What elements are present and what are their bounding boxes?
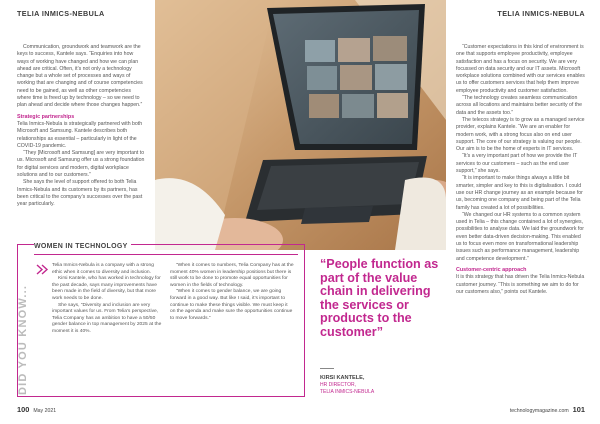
photo-illustration <box>155 0 446 250</box>
paragraph: She says, “Diversity and inclusion are very important values for us. From Telia’s perspective, Telia Company has an ambition to have a 50/50 gender balance in top management by 2025 at the moment it is 40%. <box>52 302 162 334</box>
paragraph: Telia Inmics-Nebula is a company with a strong ethic when it comes to diversity and inclusion. <box>52 263 154 275</box>
paragraph: Kirsi Kantele, who has worked in technology for the past decade, says many improvements have been made in the field of diversity, but that more work needs to be done. <box>52 276 161 301</box>
sidebar-column-1 <box>52 263 165 336</box>
paragraph: “It is important to make things always a little bit smarter, simpler and key to this is digitalisation. I could use our HR change journey as an example because for us, becoming one company and being part of the Telia family has created a lot of possibilities. <box>456 175 583 211</box>
paragraph: “The technology creates seamless communication across all locations and maintains better security of the data and the assets too.” <box>456 95 583 116</box>
paragraph: “Customer expectations in this kind of environment is one that supports employee productivity, employee satisfaction and has a focus on security. We are very focussed on data security and our IT assets. Microsoft workplace solutions combined with our services enables us to offer customers services that help them improve employee productivity and customer satisfaction. <box>456 44 585 94</box>
magazine-website: technologymagazine.com <box>509 408 569 414</box>
issue-date: May 2021 <box>33 408 57 414</box>
paragraph: She says the level of support offered to both Telia Inmics-Nebula and its customers by its partners, has been critical to the company’s successes over the past year particularly. <box>17 179 143 208</box>
running-header-right: TELIA INMICS-NEBULA <box>497 9 585 18</box>
quote-attribution-role: HR DIRECTOR, <box>320 382 357 388</box>
sidebar-divider <box>34 254 298 255</box>
paragraph: “When it comes to gender balance, we are going forward in a good way. But like I said, it’s important to continue to make these things visible. We must keep it on the agenda and make sure the opportunities continue to move forwards.” <box>170 289 293 321</box>
paragraph: “When it comes to numbers, Telia Company has at the moment 40% women in leadership positions but there is still work to be done to promote equal opportunities for women in the fields of technology. <box>170 263 294 288</box>
paragraph: It is this strategy that has driven the Telia Inmics-Nebula customer journey. “This is something we aim to do for our customers also,” points out Kantele. <box>456 274 585 295</box>
footer-left <box>17 405 56 414</box>
paragraph: Telia Inmics-Nebula is strategically partnered with both Microsoft and Samsung. Kantele describes both relationships as essential – particularly in light of the COVID-19 pandemic. <box>17 120 143 149</box>
subheading-strategic-partnerships: Strategic partnerships <box>17 113 75 120</box>
quote-attribution-org: TELIA INMICS-NEBULA <box>320 389 375 395</box>
running-header-left: TELIA INMICS-NEBULA <box>17 9 105 18</box>
chevron-right-icon <box>36 264 49 275</box>
page-number-left: 100 <box>17 405 30 414</box>
paragraph: Communication, groundwork and teamwork are the keys to success, Kantele says. “Enquiries into how ways of working have changed and how we can plan ahead are critical. Often, it’s not only a technology change but a whole set of processes and ways of working that are changing and of course competencies need to be gained, as well as other competencies where time is freed up by technology – so we need to plan ahead and decide where those changes happen.” <box>17 44 143 109</box>
right-article-column <box>456 44 585 296</box>
paragraph: The telecos strategy is to grow as a managed service provider, explains Kantele. “We are an enabler for modern work, with a strong focus also on end user support. The core of our strategy is valuing our people. Our aim is to be the home of experts in IT services. <box>456 116 585 153</box>
video-conference-laptop-photo <box>155 0 446 250</box>
footer-right <box>510 405 585 414</box>
sidebar-column-2 <box>170 263 294 322</box>
quote-attribution-name: KIRSI KANTELE, <box>320 375 365 381</box>
paragraph: “They [Microsoft and Samsung] are very important to us. Microsoft and Samsung offer us a strong foundation for digital services and modern, digital workplace solutions and to our customers.” <box>17 150 145 179</box>
left-article-column <box>17 44 145 209</box>
pull-quote: “People function as part of the value chain in delivering the services or products to the customer” <box>320 257 439 339</box>
subheading-customer-centric: Customer-centric approach <box>456 266 527 273</box>
sidebar-title: WOMEN IN TECHNOLOGY <box>34 241 131 250</box>
page-number-right: 101 <box>572 405 585 414</box>
quote-divider <box>320 368 334 369</box>
did-you-know-vertical-label: DID YOU KNOW... <box>17 284 29 395</box>
paragraph: “We changed our HR systems to a common system used in Telia – this change contained a lot of synergies, possibilities to analyse data. We laid the groundwork for even better data-driven decision-making. This enabled us to focus even more on transformational leadership issues such as performance management, leadership and competence development.” <box>456 211 584 262</box>
paragraph: “It’s a very important part of how we provide the IT services to our customers – such as the end user support,” she says. <box>456 153 578 175</box>
